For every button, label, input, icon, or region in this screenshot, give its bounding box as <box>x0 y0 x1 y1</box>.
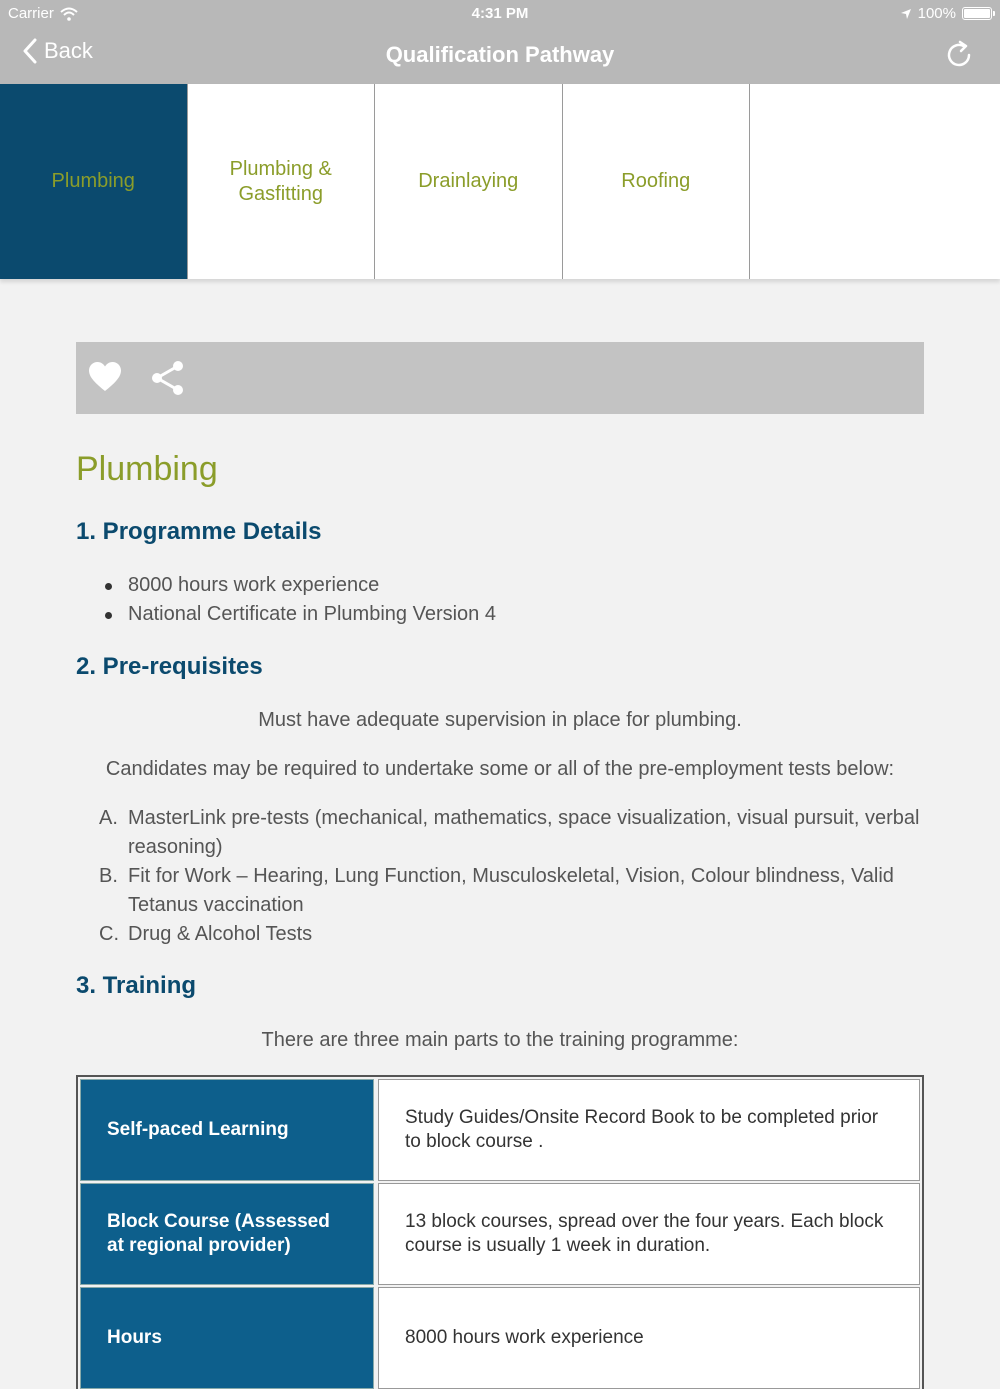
chevron-left-icon <box>22 38 38 64</box>
section-heading-programme: 1. Programme Details <box>76 518 322 545</box>
tab-plumbing-gasfitting[interactable] <box>188 84 376 279</box>
page-title: Plumbing <box>76 450 218 488</box>
share-icon[interactable] <box>150 360 186 396</box>
prereq-tests-list <box>76 804 924 949</box>
list-marker: C. <box>99 923 119 945</box>
table-row <box>78 1285 922 1389</box>
nav-title: Qualification Pathway <box>385 42 615 67</box>
table-label-cell: Block Course (Assessed at regional provider) <box>80 1183 374 1285</box>
category-tabs <box>0 84 1000 279</box>
tabs-filler <box>750 84 1000 279</box>
location-arrow-icon <box>900 8 912 20</box>
programme-details-list <box>76 571 496 629</box>
prereq-tests-intro: Candidates may be required to undertake some or all of the pre-employment tests below: <box>105 758 895 780</box>
list-item-text: Drug & Alcohol Tests <box>128 923 313 945</box>
table-label-cell: Hours <box>80 1287 374 1389</box>
battery-percent: 100% <box>917 5 956 22</box>
carrier-label: Carrier <box>8 5 54 22</box>
prereq-supervision-text: Must have adequate supervision in place for plumbing. <box>258 709 742 731</box>
tab-plumbing-gasfitting-label: Plumbing & Gasfitting <box>229 157 332 205</box>
list-item-text: MasterLink pre-tests (mechanical, mathematics, space visualization, visual pursuit, verbal reasoning) <box>128 807 920 858</box>
list-item <box>76 804 924 862</box>
list-marker: B. <box>99 865 118 887</box>
status-bar <box>0 0 1000 28</box>
back-label: Back <box>44 38 93 63</box>
list-item <box>76 862 924 920</box>
list-item: 8000 hours work experience <box>76 571 496 600</box>
list-item-text: Fit for Work – Hearing, Lung Function, Musculoskeletal, Vision, Colour blindness, Valid Tetanus vaccination <box>128 865 894 916</box>
table-row <box>78 1181 922 1285</box>
list-item <box>76 920 924 949</box>
action-bar <box>76 342 924 414</box>
nav-bar <box>0 28 1000 84</box>
training-intro: There are three main parts to the training programme: <box>261 1029 739 1051</box>
status-time: 4:31 PM <box>471 5 529 22</box>
heart-icon[interactable] <box>88 360 122 394</box>
refresh-icon[interactable] <box>942 38 976 72</box>
table-detail-cell: 13 block courses, spread over the four years. Each block course is usually 1 week in duration. <box>378 1183 920 1285</box>
table-label-cell: Self-paced Learning <box>80 1079 374 1181</box>
section-heading-prereq: 2. Pre-requisites <box>76 653 263 680</box>
battery-icon <box>962 7 992 20</box>
table-detail-cell: 8000 hours work experience <box>378 1287 920 1389</box>
tab-plumbing[interactable]: Plumbing <box>0 84 188 279</box>
table-row <box>78 1077 922 1181</box>
tab-roofing[interactable]: Roofing <box>563 84 751 279</box>
table-detail-cell: Study Guides/Onsite Record Book to be completed prior to block course . <box>378 1079 920 1181</box>
status-right <box>900 5 992 22</box>
content-area <box>76 342 924 1348</box>
list-marker: A. <box>99 807 118 829</box>
back-button[interactable] <box>22 38 93 64</box>
tab-drainlaying[interactable]: Drainlaying <box>375 84 563 279</box>
training-table <box>76 1075 924 1389</box>
list-item: National Certificate in Plumbing Version 4 <box>76 600 496 629</box>
top-bar <box>0 0 1000 84</box>
section-heading-training: 3. Training <box>76 972 197 999</box>
